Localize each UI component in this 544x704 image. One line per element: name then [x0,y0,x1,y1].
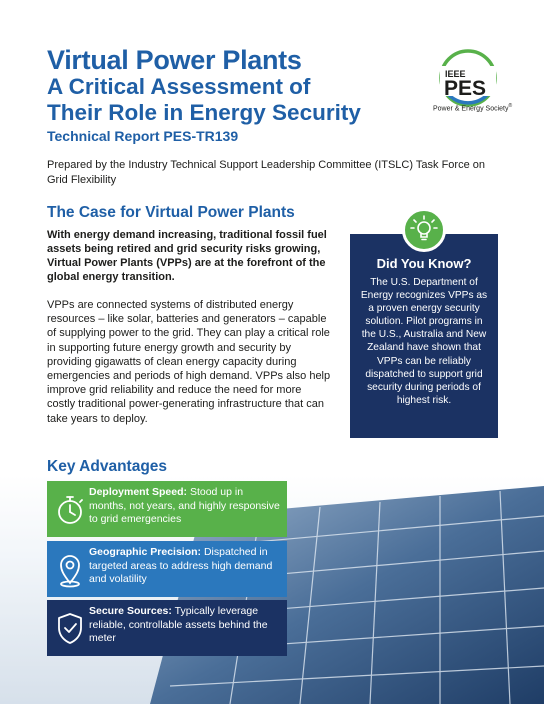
advantage-geographic-precision [47,541,287,597]
logo-pes-text: PES [444,77,487,100]
logo-tagline: Power & Energy Society® [433,103,513,113]
case-body: VPPs are connected systems of distributed energy resources – like solar, batteries and generators – capable of supplying power to the grid. They can play a critical role in supporting future energy growth and security by providing gigawatts of clean energy capacity during emergencies and periods of high demand. VPPs also help improve grid reliability and reduce the need for more costly traditional power-generating infrastructure that can take years to deploy. [47,299,331,425]
shield-check-icon [53,606,87,650]
case-heading: The Case for Virtual Power Plants [47,204,295,221]
did-you-know-box [350,234,498,438]
logo-ieee-text: IEEE [445,69,466,79]
advantages-heading: Key Advantages [47,458,168,475]
document-title [47,46,367,126]
report-number: Technical Report PES-TR139 [47,128,239,144]
title-subtitle-line2: Their Role in Energy Security [47,100,361,125]
title-subtitle-line1: A Critical Assessment of [47,74,311,99]
lightbulb-icon [402,208,446,252]
case-lead: With energy demand increasing, traditional fossil fuel assets being retired and grid security risks growing, Virtual Power Plants (VPPs) are at the forefront of the global energy transition. [47,229,327,283]
advantage-text: Deployment Speed: Stood up in months, not years, and highly responsive to grid emergencies [89,486,280,525]
advantage-deployment-speed [47,481,287,537]
did-you-know-title: Did You Know? [376,256,472,271]
prepared-by: Prepared by the Industry Technical Support Leadership Committee (ITSLC) Task Force on Grid Flexibility [47,159,485,186]
advantage-secure-sources [47,600,287,656]
advantage-text: Geographic Precision: Dispatched in targeted areas to address high demand and volatility [89,546,273,585]
title-main: Virtual Power Plants [47,45,302,75]
stopwatch-icon [53,487,87,531]
advantage-text: Secure Sources: Typically leverage reliable, controllable assets behind the meter [89,605,268,644]
location-pin-icon [53,547,87,591]
did-you-know-text: The U.S. Department of Energy recognizes VPPs as a proven energy security solution. Pilot programs in the U.S., Australia and New Zealand have shown that VPPs can be reliably dispatched to support grid security during periods of highest risk. [360,277,488,406]
